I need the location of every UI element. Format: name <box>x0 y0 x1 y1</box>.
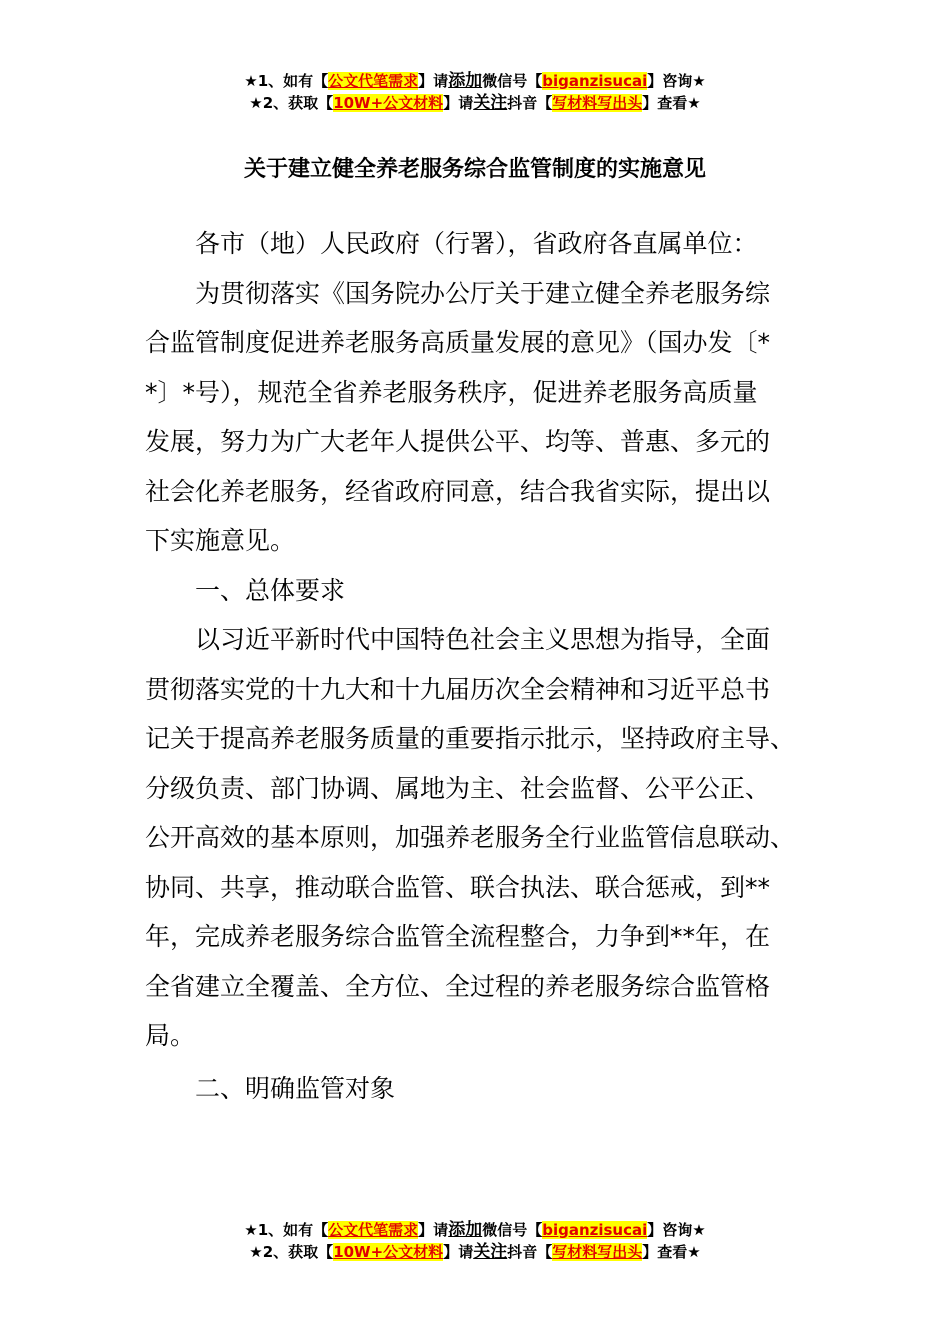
footer-line-2 <box>0 1241 950 1263</box>
body-line: 记关于提高养老服务质量的重要指示批示，坚持政府主导、 <box>145 724 796 753</box>
body-line: 局。 <box>145 1021 196 1050</box>
body-line: 下实施意见。 <box>145 526 296 555</box>
banner-underline-follow: 关注 <box>473 1242 508 1262</box>
body-line: 为贯彻落实《国务院办公厅关于建立健全养老服务综 <box>195 279 771 308</box>
banner-highlight-materials: 10W+公文材料 <box>333 94 444 112</box>
body-line: 全省建立全覆盖、全方位、全过程的养老服务综合监管格 <box>145 972 771 1001</box>
body-line: 贯彻落实党的十九大和十九届历次全会精神和习近平总书 <box>145 675 771 704</box>
banner-text: 微信号【 <box>482 72 543 90</box>
banner-text: 】请 <box>418 1221 449 1239</box>
body-line: 公开高效的基本原则，加强养老服务全行业监管信息联动、 <box>145 823 796 852</box>
banner-highlight-service: 公文代笔需求 <box>328 72 419 90</box>
banner-text: 抖音【 <box>507 94 553 112</box>
banner-highlight-service: 公文代笔需求 <box>328 1221 419 1239</box>
banner-text: ★1、如有【 <box>244 1221 329 1239</box>
body-line: 协同、共享，推动联合监管、联合执法、联合惩戒，到** <box>145 873 771 902</box>
body-line: *〕*号），规范全省养老服务秩序，促进养老服务高质量 <box>145 378 758 407</box>
header-banner <box>0 70 950 114</box>
body-line: 以习近平新时代中国特色社会主义思想为指导，全面 <box>195 625 771 654</box>
banner-text: 微信号【 <box>482 1221 543 1239</box>
banner-text: 】请 <box>418 72 449 90</box>
banner-text: 】查看★ <box>642 94 701 112</box>
banner-highlight-materials: 10W+公文材料 <box>333 1243 444 1261</box>
document-title: 关于建立健全养老服务综合监管制度的实施意见 <box>243 157 706 182</box>
body-line: 合监管制度促进养老服务高质量发展的意见》（国办发〔* <box>145 328 771 357</box>
banner-text: 】咨询★ <box>647 72 706 90</box>
section-heading: 二、明确监管对象 <box>195 1074 396 1103</box>
banner-text: 抖音【 <box>507 1243 553 1261</box>
body-line: 社会化养老服务，经省政府同意，结合我省实际，提出以 <box>145 477 771 506</box>
banner-text: 】请 <box>443 94 474 112</box>
banner-text: ★2、获取【 <box>249 1243 334 1261</box>
banner-underline-add: 添加 <box>448 71 483 91</box>
banner-highlight-wechat: biganzisucai <box>542 1221 648 1239</box>
banner-highlight-douyin: 写材料写出头 <box>552 94 643 112</box>
body-line: 分级负责、部门协调、属地为主、社会监督、公平公正、 <box>145 774 771 803</box>
footer-line-1 <box>0 1219 950 1241</box>
body-line: 发展，努力为广大老年人提供公平、均等、普惠、多元的 <box>145 427 771 456</box>
banner-underline-add: 添加 <box>448 1220 483 1240</box>
banner-text: ★2、获取【 <box>249 94 334 112</box>
footer-banner <box>0 1219 950 1263</box>
banner-text: 】请 <box>443 1243 474 1261</box>
body-line: 各市（地）人民政府（行署），省政府各直属单位： <box>195 229 758 258</box>
banner-line-2 <box>0 92 950 114</box>
section-heading: 一、总体要求 <box>195 576 346 605</box>
banner-text: 】查看★ <box>642 1243 701 1261</box>
banner-text: ★1、如有【 <box>244 72 329 90</box>
banner-text: 】咨询★ <box>647 1221 706 1239</box>
banner-highlight-wechat: biganzisucai <box>542 72 648 90</box>
banner-highlight-douyin: 写材料写出头 <box>552 1243 643 1261</box>
banner-underline-follow: 关注 <box>473 93 508 113</box>
banner-line-1 <box>0 70 950 92</box>
body-line: 年，完成养老服务综合监管全流程整合，力争到**年，在 <box>145 922 771 951</box>
